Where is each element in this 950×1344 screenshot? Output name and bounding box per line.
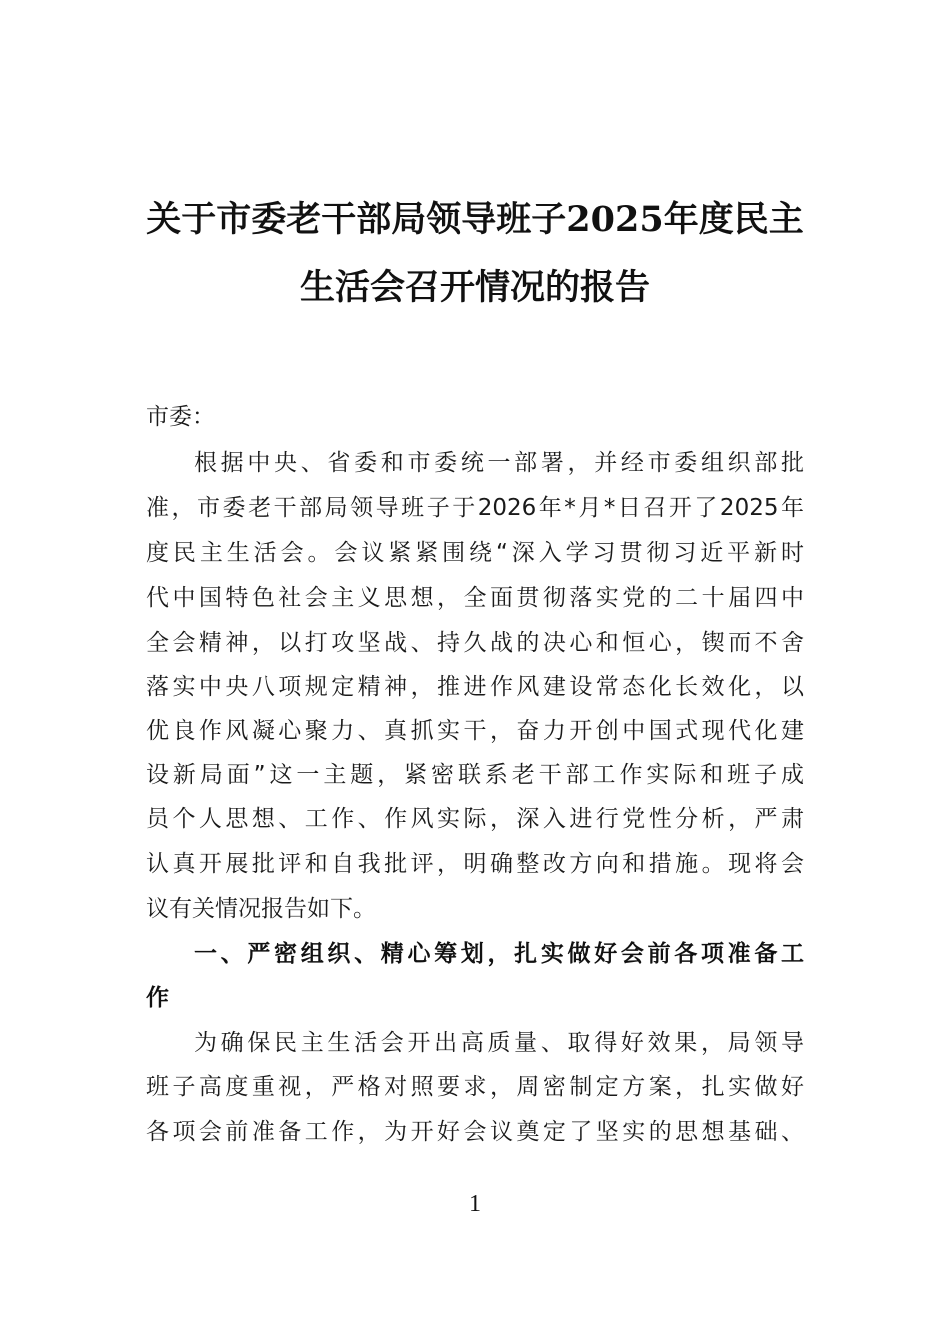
- paragraph-2-line: 班子高度重视，严格对照要求，周密制定方案，扎实做好: [146, 1074, 804, 1100]
- paragraph-1-line: 根据中央、省委和市委统一部署，并经市委组织部批: [194, 450, 804, 476]
- paragraph-1-line: 代中国特色社会主义思想，全面贯彻落实党的二十届四中: [146, 585, 804, 611]
- paragraph-2-line: 为确保民主生活会开出高质量、取得好效果，局领导: [194, 1030, 804, 1056]
- document-title-line-1: 关于市委老干部局领导班子2025年度民主: [146, 199, 804, 240]
- document-title-line-2: 生活会召开情况的报告: [299, 267, 650, 308]
- paragraph-1-line: 优良作风凝心聚力、真抓实干，奋力开创中国式现代化建: [146, 718, 804, 744]
- page-number: 1: [469, 1191, 481, 1217]
- salutation: 市委：: [146, 404, 215, 430]
- paragraph-1-line: 全会精神，以打攻坚战、持久战的决心和恒心，锲而不舍: [146, 630, 804, 656]
- paragraph-1-line: 员个人思想、工作、作风实际，深入进行党性分析，严肃: [146, 806, 804, 832]
- paragraph-2-line: 各项会前准备工作，为开好会议奠定了坚实的思想基础、: [146, 1119, 804, 1145]
- paragraph-1-line: 度民主生活会。会议紧紧围绕“深入学习贯彻习近平新时: [146, 540, 804, 566]
- paragraph-1-line: 准，市委老干部局领导班子于2026年*月*日召开了2025年: [146, 495, 804, 521]
- paragraph-1-line: 议有关情况报告如下。: [146, 896, 376, 922]
- paragraph-1-line: 认真开展批评和自我批评，明确整改方向和措施。现将会: [146, 851, 804, 877]
- paragraph-1-line: 设新局面”这一主题，紧密联系老干部工作实际和班子成: [146, 762, 804, 788]
- paragraph-1-line: 落实中央八项规定精神，推进作风建设常态化长效化，以: [146, 674, 804, 700]
- section-heading-1-line: 一、严密组织、精心筹划，扎实做好会前各项准备工: [194, 941, 804, 967]
- section-heading-1-line: 作: [146, 985, 169, 1011]
